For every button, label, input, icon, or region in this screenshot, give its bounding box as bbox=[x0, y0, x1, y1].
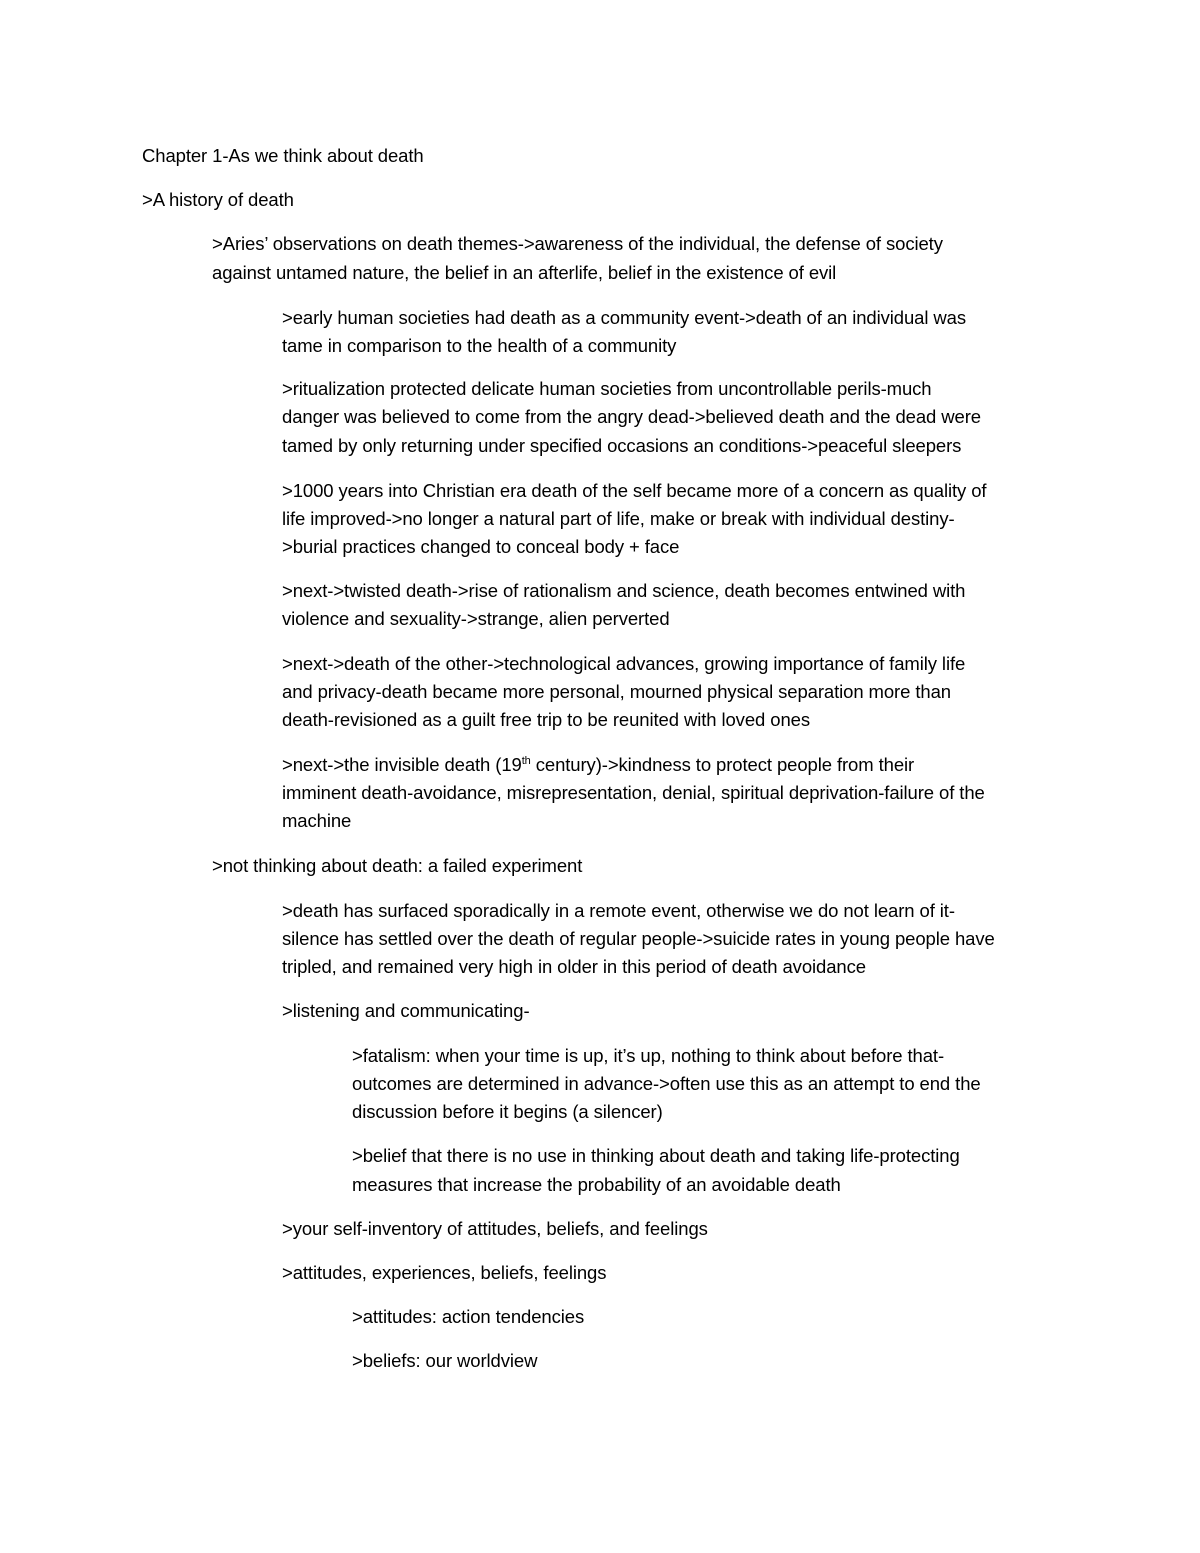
section-heading-not-thinking: >not thinking about death: a failed experiment bbox=[212, 855, 583, 876]
paragraph-line: silence has settled over the death of regular people->suicide rates in young people have bbox=[282, 928, 995, 949]
paragraph-line: >next->twisted death->rise of rationalism and science, death becomes entwined with bbox=[282, 580, 966, 601]
paragraph-line: and privacy-death became more personal, mourned physical separation more than bbox=[282, 681, 951, 702]
paragraph-line: >1000 years into Christian era death of the self became more of a concern as quality of bbox=[282, 480, 987, 501]
paragraph-line: tame in comparison to the health of a community bbox=[282, 335, 677, 356]
paragraph-line: >next->death of the other->technological advances, growing importance of family life bbox=[282, 653, 966, 674]
paragraph-line-with-superscript bbox=[282, 751, 914, 780]
paragraph-line: tamed by only returning under specified occasions an conditions->peaceful sleepers bbox=[282, 435, 962, 456]
paragraph-line: >burial practices changed to conceal body + face bbox=[282, 536, 680, 557]
paragraph-line: measures that increase the probability of an avoidable death bbox=[352, 1174, 841, 1195]
paragraph-line: life improved->no longer a natural part of life, make or break with individual destiny- bbox=[282, 508, 955, 529]
line-text-after: century)->kindness to protect people from their bbox=[530, 754, 915, 775]
paragraph-line: against untamed nature, the belief in an afterlife, belief in the existence of evil bbox=[212, 262, 837, 283]
paragraph-line: machine bbox=[282, 810, 352, 831]
paragraph-line: >ritualization protected delicate human societies from uncontrollable perils-much bbox=[282, 378, 932, 399]
paragraph-line: tripled, and remained very high in older in this period of death avoidance bbox=[282, 956, 866, 977]
line-text-before: >next->the invisible death (19 bbox=[282, 754, 522, 775]
paragraph-line: death-revisioned as a guilt free trip to be reunited with loved ones bbox=[282, 709, 810, 730]
paragraph-line: danger was believed to come from the angry dead->believed death and the dead were bbox=[282, 406, 981, 427]
paragraph-line: discussion before it begins (a silencer) bbox=[352, 1101, 663, 1122]
paragraph-line: >attitudes: action tendencies bbox=[352, 1306, 585, 1327]
paragraph-line: >listening and communicating- bbox=[282, 1000, 530, 1021]
paragraph-line: >belief that there is no use in thinking about death and taking life-protecting bbox=[352, 1145, 960, 1166]
paragraph-line: >your self-inventory of attitudes, beliefs, and feelings bbox=[282, 1218, 708, 1239]
paragraph-line: >early human societies had death as a community event->death of an individual was bbox=[282, 307, 967, 328]
paragraph-line: outcomes are determined in advance->often use this as an attempt to end the bbox=[352, 1073, 981, 1094]
paragraph-line: >beliefs: our worldview bbox=[352, 1350, 538, 1371]
section-heading-history: >A history of death bbox=[142, 189, 294, 210]
paragraph-line: violence and sexuality->strange, alien perverted bbox=[282, 608, 670, 629]
superscript-ordinal: th bbox=[521, 755, 531, 767]
paragraph-line: >death has surfaced sporadically in a remote event, otherwise we do not learn of it- bbox=[282, 900, 955, 921]
chapter-title: Chapter 1-As we think about death bbox=[142, 145, 424, 166]
paragraph-line: >attitudes, experiences, beliefs, feelings bbox=[282, 1262, 607, 1283]
paragraph-line: >fatalism: when your time is up, it’s up, nothing to think about before that- bbox=[352, 1045, 945, 1066]
paragraph-line: imminent death-avoidance, misrepresentation, denial, spiritual deprivation-failure of the bbox=[282, 782, 985, 803]
paragraph-line: >Aries’ observations on death themes->awareness of the individual, the defense of society bbox=[212, 233, 943, 254]
